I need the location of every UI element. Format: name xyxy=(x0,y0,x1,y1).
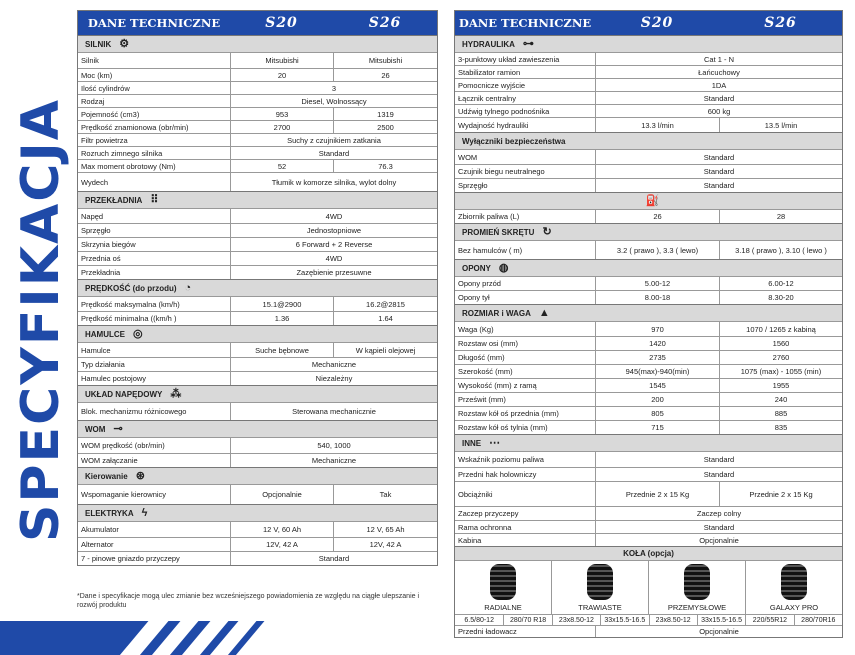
table-row xyxy=(78,357,437,371)
row-label: Przekładnia xyxy=(81,268,121,277)
table-row xyxy=(78,402,437,420)
table-row xyxy=(455,91,842,104)
row-label: Długość (mm) xyxy=(458,353,505,362)
row-value-s26: 1319 xyxy=(333,108,437,120)
table-row xyxy=(455,533,842,546)
row-value-s20: 5.00-12 xyxy=(595,277,719,290)
table-row xyxy=(455,164,842,178)
row-label: Wydajność hydrauliki xyxy=(458,120,529,130)
row-label: Opony tył xyxy=(458,293,490,302)
row-label: Prędkość znamionowa (obr/min) xyxy=(81,122,189,132)
section-header xyxy=(78,504,437,521)
row-label: Ilość cylindrów xyxy=(81,83,130,93)
row-value-s20: 13.3 l/min xyxy=(595,118,719,132)
row-label: Prędkość minimalna ((km/h ) xyxy=(81,314,177,323)
row-value-s26: 2500 xyxy=(333,121,437,133)
table-header xyxy=(455,11,842,35)
row-value-s26: 1955 xyxy=(719,379,842,392)
section-header xyxy=(78,191,437,208)
row-value-s20: 8.00-18 xyxy=(595,291,719,304)
section-title: HYDRAULIKA xyxy=(462,39,515,49)
row-label: Przednia oś xyxy=(81,254,121,263)
table-row xyxy=(78,81,437,94)
tyre-images-row xyxy=(455,560,842,614)
row-label: 7 - pinowe gniazdo przyczepy xyxy=(81,554,180,563)
row-label: Hamulce xyxy=(81,345,111,355)
table-row xyxy=(455,240,842,259)
tyre-size: 6.5/80-12 xyxy=(464,616,494,624)
row-value: Jednostopniowe xyxy=(230,224,437,237)
tyre-name: GALAXY PRO xyxy=(769,603,819,612)
section-title: PROMIEŃ SKRĘTU xyxy=(462,227,535,237)
row-label: Wydech xyxy=(81,177,109,187)
table-row xyxy=(78,296,437,311)
row-value: Opcjonalnie xyxy=(595,534,842,546)
row-label: Rozstaw osi (mm) xyxy=(458,339,519,348)
row-label: Stabilizator ramion xyxy=(458,67,521,77)
table-row xyxy=(78,484,437,504)
row-value: Standard xyxy=(595,150,842,164)
row-label: Hamulec postojowy xyxy=(81,374,147,383)
vertical-title: SPECYFIKACJA xyxy=(11,97,71,543)
electric-icon: ϟ xyxy=(141,506,148,519)
table-row xyxy=(455,481,842,506)
table-row xyxy=(455,321,842,336)
table-row xyxy=(455,506,842,520)
row-value: Standard xyxy=(230,147,437,159)
section-title: PRĘDKOŚĆ (do przodu) xyxy=(85,283,177,293)
tyre-size: 33x15.5-16.5 xyxy=(600,615,648,625)
model-s26-label: S26 xyxy=(764,15,797,31)
table-row xyxy=(455,420,842,434)
row-label: Wspomaganie kierownicy xyxy=(81,490,167,499)
tyre-size: 33x15.5-16.5 xyxy=(697,615,745,625)
tyre-name: RADIALNE xyxy=(484,603,522,612)
tire-icon xyxy=(490,564,516,600)
row-label: Czujnik biegu neutralnego xyxy=(458,167,545,176)
row-label: Zaczep przyczepy xyxy=(458,509,519,518)
row-value-s26: 1070 / 1265 z kabiną xyxy=(719,322,842,336)
row-value-s20: 200 xyxy=(595,393,719,406)
row-label: Wysokość (mm) z ramą xyxy=(458,381,537,390)
model-s26-label: S26 xyxy=(368,15,402,31)
row-value-s20: 1.36 xyxy=(230,312,333,325)
row-value-s26: 2760 xyxy=(719,351,842,364)
row-value-s26: 76.3 xyxy=(333,160,437,172)
table-row xyxy=(455,178,842,192)
table-row xyxy=(455,392,842,406)
row-value: 3 xyxy=(230,82,437,94)
row-label: 3-punktowy układ zawieszenia xyxy=(458,54,560,64)
front-loader-row xyxy=(455,625,842,637)
row-label: Alternator xyxy=(81,540,114,549)
tyre-size: 280/70 R18 xyxy=(503,615,551,625)
table-row xyxy=(455,290,842,304)
header-title: DANE TECHNICZNE xyxy=(87,16,221,30)
table-row xyxy=(455,364,842,378)
row-value-s20: 12 V, 60 Ah xyxy=(230,522,333,537)
tyre-size: 23x8.50-12 xyxy=(649,615,697,625)
row-value-s20: 26 xyxy=(595,210,719,223)
table-row xyxy=(78,371,437,385)
table-row xyxy=(78,223,437,237)
tyre-option xyxy=(745,561,842,614)
row-value: Zazębienie przesuwne xyxy=(230,266,437,279)
tyre-option xyxy=(551,561,648,614)
row-label: Przedni ładowacz xyxy=(458,627,517,636)
row-value-s20: 970 xyxy=(595,322,719,336)
gear-shift-icon: ⠿ xyxy=(150,193,159,206)
table-row xyxy=(455,378,842,392)
drivetrain-icon: ⁂ xyxy=(170,387,182,400)
section-header xyxy=(455,304,842,321)
table-row xyxy=(78,551,437,565)
row-value: Opcjonalnie xyxy=(595,626,842,637)
row-label: Akumulator xyxy=(81,525,119,534)
table-row xyxy=(78,251,437,265)
row-label: Rodzaj xyxy=(81,96,105,106)
left-spec-table xyxy=(77,10,438,566)
other-options-icon: ⋯ xyxy=(489,436,501,449)
section-header xyxy=(78,279,437,296)
row-value: 600 kg xyxy=(595,105,842,117)
row-value-s26: 13.5 l/min xyxy=(719,118,842,132)
row-value-s20: 15.1@2900 xyxy=(230,297,333,311)
row-value-s26: 12 V, 65 Ah xyxy=(333,522,437,537)
row-value-s26: 1560 xyxy=(719,337,842,350)
section-title: OPONY xyxy=(462,263,491,273)
row-value: Zaczep colny xyxy=(595,507,842,520)
row-label: Szerokość (mm) xyxy=(458,367,513,376)
table-row xyxy=(455,451,842,467)
row-value-s26: 26 xyxy=(333,69,437,81)
row-value-s26: 8.30-20 xyxy=(719,291,842,304)
row-value-s20: 1420 xyxy=(595,337,719,350)
row-value-s20: Suche bębnowe xyxy=(230,343,333,357)
row-value-s26: W kąpieli olejowej xyxy=(333,343,437,357)
table-row xyxy=(455,52,842,65)
right-spec-table xyxy=(454,10,843,638)
section-title: Wyłączniki bezpieczeństwa xyxy=(462,136,566,146)
row-value-s20: Mitsubishi xyxy=(230,53,333,68)
row-value-s26: 1075 (max) - 1055 (min) xyxy=(719,365,842,378)
row-value-s20: 20 xyxy=(230,69,333,81)
tyre-size: 23x8.50-12 xyxy=(552,615,600,625)
brake-icon: ◎ xyxy=(133,327,143,340)
hydraulic-cylinder-icon: ⊶ xyxy=(522,37,534,50)
section-title: PRZEKŁADNIA xyxy=(85,195,143,205)
row-value-s20: 2700 xyxy=(230,121,333,133)
section-title: HAMULCE xyxy=(85,329,125,339)
row-label: Rama ochronna xyxy=(458,522,512,532)
row-label: Rozruch zimnego silnika xyxy=(81,148,163,158)
section-header xyxy=(78,325,437,342)
table-header xyxy=(78,11,437,35)
row-label: Typ działania xyxy=(81,360,125,369)
section-header xyxy=(455,434,842,451)
row-label: Udźwig tylnego podnośnika xyxy=(458,106,550,116)
row-value: 540, 1000 xyxy=(230,438,437,453)
section-header xyxy=(455,35,842,52)
row-value-s26: 240 xyxy=(719,393,842,406)
row-value-s26: Mitsubishi xyxy=(333,53,437,68)
row-value-s26: 12V, 42 A xyxy=(333,538,437,551)
row-label: Wskaźnik poziomu paliwa xyxy=(458,455,544,464)
section-title: ELEKTRYKA xyxy=(85,508,134,518)
row-label: Prześwit (mm) xyxy=(458,395,506,404)
row-value-s26: 3.18 ( prawo ), 3.10 ( lewo ) xyxy=(719,241,842,259)
row-value: Standard xyxy=(595,521,842,533)
row-value-s26: Tak xyxy=(333,485,437,504)
table-row xyxy=(78,120,437,133)
model-s20-label: S20 xyxy=(265,15,298,31)
tire-icon: ◍ xyxy=(498,261,509,274)
section-title: Kierowanie xyxy=(85,471,128,481)
turning-radius-icon: ↻ xyxy=(542,225,552,238)
section-header xyxy=(78,467,437,484)
row-value: Mechaniczne xyxy=(230,358,437,371)
wheels-title: KOŁA (opcja) xyxy=(623,549,674,558)
engine-icon: ⚙ xyxy=(119,37,130,50)
section-header xyxy=(455,132,842,149)
row-label: Blok. mechanizmu różnicowego xyxy=(81,407,187,416)
table-row xyxy=(455,78,842,91)
table-row xyxy=(455,65,842,78)
row-label: Napęd xyxy=(81,211,104,221)
tyre-size: 220/55R12 xyxy=(745,615,793,625)
table-row xyxy=(78,453,437,467)
table-row xyxy=(78,133,437,146)
section-header xyxy=(455,259,842,276)
tire-icon xyxy=(587,564,613,600)
row-value: Łańcuchowy xyxy=(595,66,842,78)
row-label: Skrzynia biegów xyxy=(81,240,136,249)
wheels-section-header xyxy=(455,546,842,560)
table-row xyxy=(78,265,437,279)
table-row xyxy=(78,68,437,81)
section-title: UKŁAD NAPĘDOWY xyxy=(85,389,163,399)
row-label: Sprzęgło xyxy=(458,181,488,190)
row-label: Pojemność (cm3) xyxy=(81,109,140,119)
row-value-s20: 945(max)-940(min) xyxy=(595,365,719,378)
row-value: Standard xyxy=(595,468,842,481)
table-row xyxy=(78,437,437,453)
tire-icon xyxy=(684,564,710,600)
row-value-s26: 1.64 xyxy=(333,312,437,325)
row-label: Łącznik centralny xyxy=(458,93,516,103)
section-title: WOM xyxy=(85,424,106,434)
table-row xyxy=(78,237,437,251)
row-value-s20: 12V, 42 A xyxy=(230,538,333,551)
tyre-name: PRZEMYSŁOWE xyxy=(667,603,727,612)
row-value: 4WD xyxy=(230,252,437,265)
row-value: Sterowana mechanicznie xyxy=(230,403,437,420)
table-row xyxy=(455,520,842,533)
row-label: Zbiornik paliwa (L) xyxy=(458,212,520,221)
row-value: Standard xyxy=(595,165,842,178)
row-label: WOM xyxy=(458,152,478,162)
row-value-s20: 953 xyxy=(230,108,333,120)
row-label: Rozstaw kół oś tylnia (mm) xyxy=(458,423,548,432)
fuel-pump-icon: ⛽ xyxy=(645,194,660,207)
tyre-sizes-row xyxy=(455,614,842,625)
section-header xyxy=(78,420,437,437)
row-value: Mechaniczne xyxy=(230,454,437,467)
table-row xyxy=(78,537,437,551)
table-row xyxy=(78,208,437,223)
section-header xyxy=(455,223,842,240)
table-row xyxy=(455,209,842,223)
row-value: Standard xyxy=(595,452,842,467)
row-label: Przedni hak holowniczy xyxy=(458,470,537,479)
speedometer-icon: ◔ xyxy=(184,281,192,294)
row-label: Filtr powietrza xyxy=(81,135,128,145)
row-value: Standard xyxy=(595,179,842,192)
section-title: ROZMIAR i WAGA xyxy=(462,308,531,318)
row-value: 1DA xyxy=(595,79,842,91)
table-row xyxy=(455,467,842,481)
row-label: Max moment obrotowy (Nm) xyxy=(81,161,176,171)
steering-wheel-icon: ⊛ xyxy=(135,469,145,482)
table-row xyxy=(455,117,842,132)
row-label: Moc (km) xyxy=(81,70,113,80)
row-value-s20: 715 xyxy=(595,421,719,434)
row-value-s20: 3.2 ( prawo ), 3.3 ( lewo) xyxy=(595,241,719,259)
tyre-option xyxy=(648,561,745,614)
pto-icon: ⊸ xyxy=(113,422,123,435)
row-value: 6 Forward + 2 Reverse xyxy=(230,238,437,251)
row-label: Opony przód xyxy=(458,279,501,288)
table-row xyxy=(455,406,842,420)
header-title: DANE TECHNICZNE xyxy=(458,16,592,30)
row-value-s26: 28 xyxy=(719,210,842,223)
tire-icon xyxy=(781,564,807,600)
row-value-s20: 52 xyxy=(230,160,333,172)
row-value-s20: 2735 xyxy=(595,351,719,364)
table-row xyxy=(455,104,842,117)
row-value-s26: 885 xyxy=(719,407,842,420)
table-row xyxy=(455,276,842,290)
row-label: Silnik xyxy=(81,56,99,65)
table-row xyxy=(78,342,437,357)
row-value: Cat 1 - N xyxy=(595,53,842,65)
row-value: Suchy z czujnikiem zatkania xyxy=(230,134,437,146)
tyre-name: TRAWIASTE xyxy=(578,603,622,612)
row-label: Pomocnicze wyjście xyxy=(458,80,526,90)
row-value: Standard xyxy=(230,552,437,565)
tyre-option xyxy=(455,561,551,614)
row-value-s20: 1545 xyxy=(595,379,719,392)
tyre-size: 280/70R16 xyxy=(794,615,842,625)
section-header xyxy=(78,385,437,402)
table-row xyxy=(455,149,842,164)
table-row xyxy=(78,107,437,120)
row-value: Tłumik w komorze silnika, wylot dolny xyxy=(230,173,437,191)
row-value-s26: 835 xyxy=(719,421,842,434)
row-label: WOM załączanie xyxy=(81,456,138,465)
row-value: 4WD xyxy=(230,209,437,223)
disclaimer-note: *Dane i specyfikacje mogą ulec zmianie bez wcześniejszego powiadomienia ze względu na ciągłe ulepszanie i rozwój produktu xyxy=(77,593,420,609)
row-value-s20: 805 xyxy=(595,407,719,420)
row-value-s26: 16.2@2815 xyxy=(333,297,437,311)
row-label: Sprzęgło xyxy=(81,226,111,235)
table-row xyxy=(455,350,842,364)
row-label: WOM prędkość (obr/min) xyxy=(81,441,165,450)
row-value-s26: Przednie 2 x 15 Kg xyxy=(719,482,842,506)
row-label: Bez hamulców ( m) xyxy=(458,245,523,255)
row-label: Kabina xyxy=(458,535,482,545)
section-header xyxy=(78,35,437,52)
row-value: Niezależny xyxy=(230,372,437,385)
weight-icon: ▲ xyxy=(538,306,550,319)
row-label: Waga (Kg) xyxy=(458,324,494,334)
table-row xyxy=(78,52,437,68)
section-header xyxy=(455,192,842,209)
row-value-s20: Opcjonalnie xyxy=(230,485,333,504)
section-title: SILNIK xyxy=(85,39,112,49)
row-value-s20: Przednie 2 x 15 Kg xyxy=(595,482,719,506)
model-s20-label: S20 xyxy=(640,15,674,31)
table-row xyxy=(78,94,437,107)
table-row xyxy=(78,146,437,159)
table-row xyxy=(455,336,842,350)
row-value-s26: 6.00-12 xyxy=(719,277,842,290)
table-row xyxy=(78,311,437,325)
row-label: Obciążniki xyxy=(458,489,493,499)
section-title: INNE xyxy=(462,438,482,448)
row-value: Diesel, Wolnossący xyxy=(230,95,437,107)
table-row xyxy=(78,521,437,537)
table-row xyxy=(78,172,437,191)
table-row xyxy=(78,159,437,172)
row-label: Rozstaw kół oś przednia (mm) xyxy=(458,409,559,418)
row-label: Prędkość maksymalna (km/h) xyxy=(81,299,180,309)
row-value: Standard xyxy=(595,92,842,104)
